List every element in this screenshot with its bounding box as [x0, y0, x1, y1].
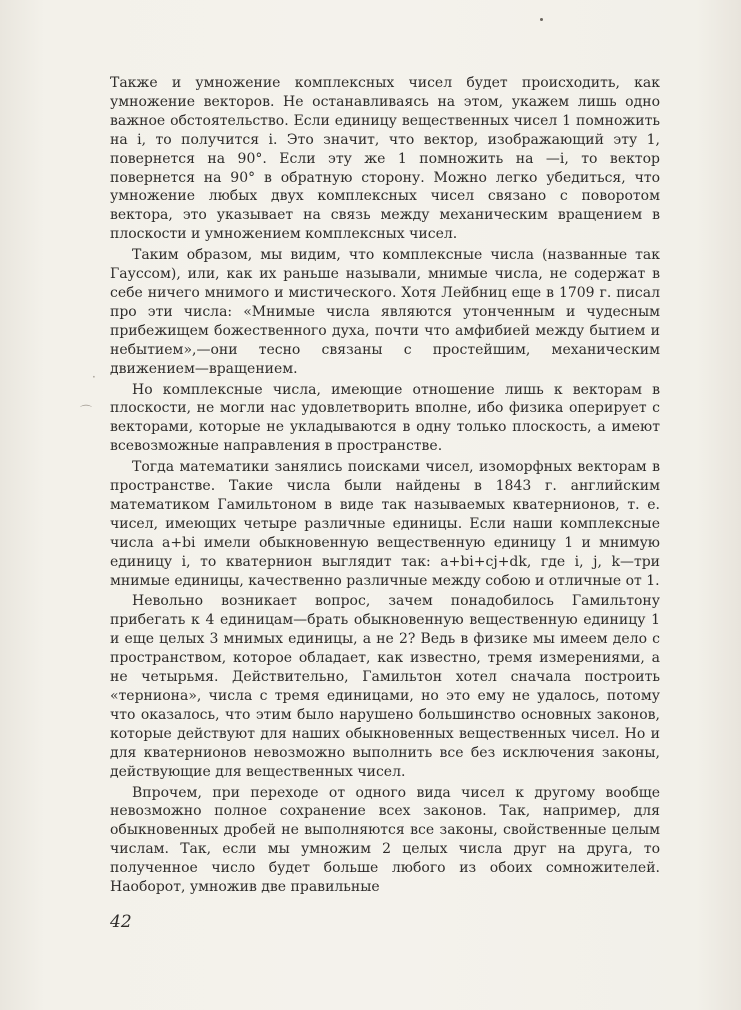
paragraph: Впрочем, при переходе от одного вида чисел к другому вообще невозможно полное сохранение всех законов. Так, например, для обыкновенных дробей не выполняются все законы, свойственные целым числам. Так, если мы умножим 2 целых числа друг на друга, то полученное число будет больше любого из обоих сомножителей. Наоборот, умножив две правильные [110, 784, 660, 896]
page-number: 42 [110, 912, 132, 932]
body-text [110, 74, 660, 899]
dust-speck [540, 18, 543, 21]
margin-pencil-mark: · [92, 370, 96, 384]
paragraph: Тогда математики занялись поисками чисел, изоморфных векторам в пространстве. Такие числа были найдены в 1843 г. английским математиком Гамильтоном в виде так называемых кватернионов, т. е. чисел, имеющих четыре различные единицы. Если наши комплексные числа a+bi имели обыкновенную вещественную единицу 1 и мнимую единицу i, то кватернион выглядит так: a+bi+cj+dk, где i, j, k—три мнимые единицы, качественно различные между собою и отличные от 1. [110, 459, 660, 589]
paragraph: Также и умножение комплексных чисел будет происходить, как умножение векторов. Не останавливаясь на этом, укажем лишь одно важное обстоятельство. Если единицу вещественных чисел 1 помножить на i, то получится i. Это значит, что вектор, изображающий эту 1, повернется на 90°. Если эту же 1 помножить на —i, то вектор повернется на 90° в обратную сторону. Можно легко убедиться, что умножение любых двух комплексных чисел связано с поворотом вектора, это указывает на связь между механическим вращением в плоскости и умножением комплексных чисел. [110, 75, 660, 243]
margin-pencil-mark: ⌒ [80, 404, 93, 418]
paragraph: Таким образом, мы видим, что комплексные числа (названные так Гауссом), или, как их раньше называли, мнимые числа, не содержат в себе ничего мнимого и мистического. Хотя Лейбниц еще в 1709 г. писал про эти числа: «Мнимые числа являются утонченным и чудесным прибежищем божественного духа, почти что амфибией между бытием и небытием»,—они тесно связаны с простейшим, механическим движением—вращением. [110, 247, 660, 377]
paragraph: Невольно возникает вопрос, зачем понадобилось Гамильтону прибегать к 4 единицам—брать обыкновенную вещественную единицу 1 и еще целых 3 мнимых единицы, а не 2? Ведь в физике мы имеем дело с пространством, которое обладает, как известно, тремя измерениями, а не четырьмя. Действительно, Гамильтон хотел сначала построить «терниона», числа с тремя единицами, но это ему не удалось, потому что оказалось, что этим было нарушено большинство основных законов, которые действуют для наших обыкновенных вещественных чисел. Но и для кватернионов невозможно выполнить все без исключения законы, действующие для вещественных чисел. [110, 593, 660, 780]
paragraph: Но комплексные числа, имеющие отношение лишь к векторам в плоскости, не могли нас удовлетворить вполне, ибо физика оперирует с векторами, которые не укладываются в одну только плоскость, а имеют всевозможные направления в пространстве. [110, 381, 660, 455]
